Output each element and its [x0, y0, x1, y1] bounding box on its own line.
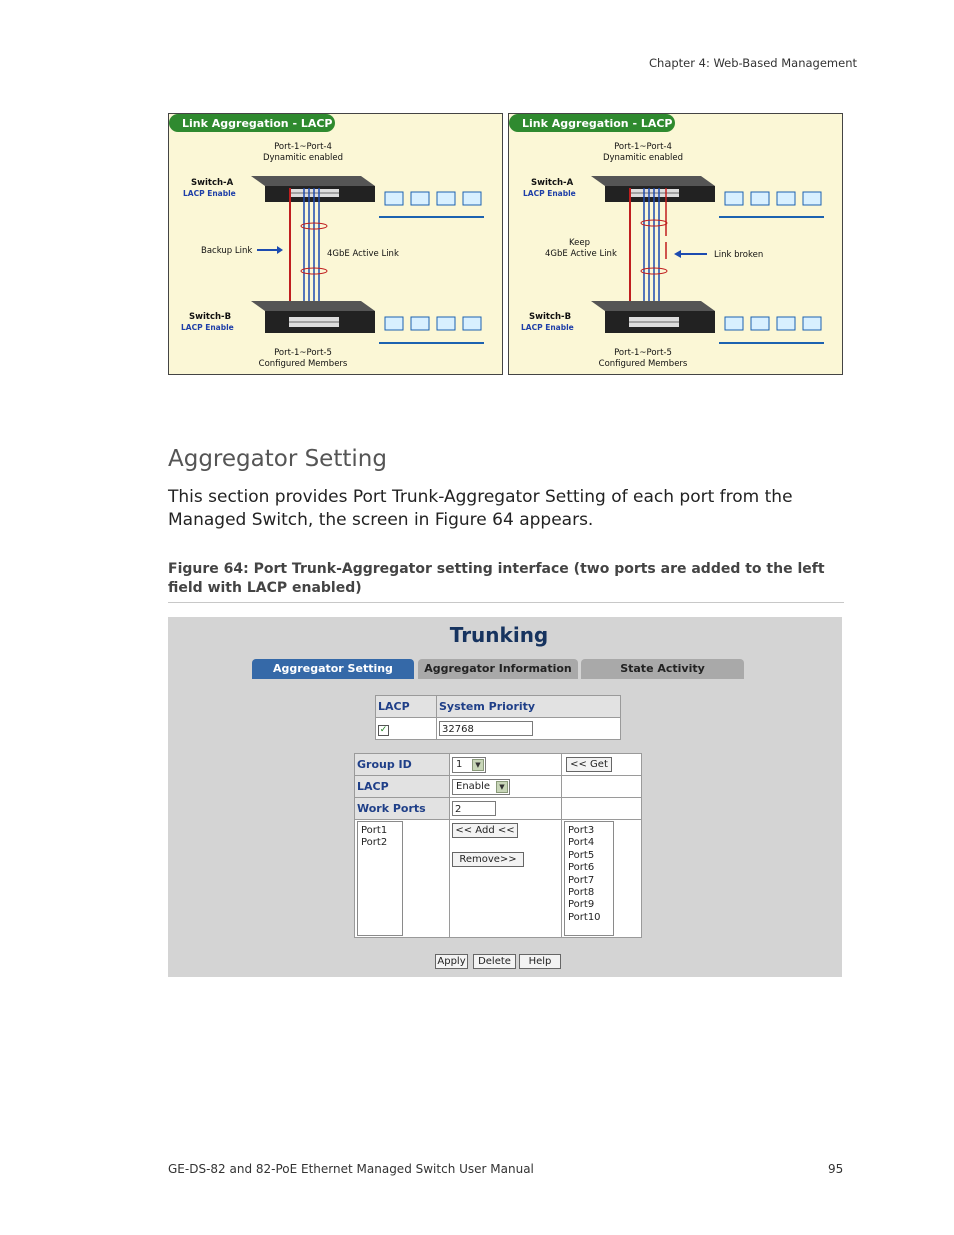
- trunking-screenshot: [168, 617, 842, 977]
- switch-a-label: Switch-A: [531, 178, 574, 188]
- pc-icons-bottom: [379, 317, 484, 343]
- pc-icons-top: [379, 192, 484, 217]
- list-item[interactable]: Port2: [361, 837, 388, 849]
- tab-state-activity[interactable]: State Activity: [581, 659, 744, 679]
- system-priority-input[interactable]: 32768: [439, 721, 533, 736]
- switch-b-icon: [251, 301, 375, 333]
- top-mode-label: Dynamitic enabled: [602, 153, 684, 163]
- footer-manual-title: GE-DS-82 and 82-PoE Ethernet Managed Switch User Manual: [168, 1162, 534, 1176]
- list-item[interactable]: Port4: [568, 837, 595, 849]
- lacp-diagram-graphic: [509, 114, 842, 374]
- bottom-members-label: Configured Members: [258, 359, 348, 369]
- switch-a-sub: LACP Enable: [183, 189, 236, 198]
- group-id-value: 1: [456, 758, 463, 770]
- lacp-label: LACP: [355, 776, 450, 798]
- group-id-label: Group ID: [355, 754, 450, 776]
- apply-button[interactable]: Apply: [435, 954, 468, 969]
- add-button[interactable]: << Add <<: [452, 823, 518, 838]
- trunking-title: Trunking: [449, 623, 549, 647]
- list-item[interactable]: Port1: [361, 825, 388, 836]
- chevron-down-icon: ▼: [496, 781, 508, 793]
- chapter-header: Chapter 4: Web-Based Management: [649, 56, 858, 70]
- diagram-title: Link Aggregation - LACP: [522, 117, 673, 130]
- left-label-2: Backup Link: [201, 246, 253, 256]
- pc-icons-bottom: [719, 317, 824, 343]
- list-item[interactable]: Port9: [568, 899, 595, 911]
- lacp-diagram-broken: [508, 113, 843, 375]
- list-item[interactable]: Port7: [568, 874, 595, 886]
- tab-aggregator-information[interactable]: Aggregator Information: [418, 659, 578, 679]
- list-item[interactable]: Port5: [568, 849, 595, 861]
- switch-a-sub: LACP Enable: [523, 189, 576, 198]
- work-ports-input[interactable]: 2: [452, 801, 496, 816]
- work-ports-label: Work Ports: [355, 798, 450, 820]
- lacp-diagram-graphic: [169, 114, 502, 374]
- group-id-select[interactable]: [452, 757, 486, 773]
- switch-a-icon: [591, 176, 715, 202]
- remove-button[interactable]: Remove>>: [452, 852, 524, 867]
- bottom-ports-label: Port-1~Port-5: [614, 348, 672, 358]
- diagram-title: Link Aggregation - LACP: [182, 117, 333, 130]
- switch-b-label: Switch-B: [189, 312, 232, 322]
- section-title: Aggregator Setting: [168, 446, 387, 472]
- top-ports-label: Port-1~Port-4: [274, 142, 332, 152]
- bottom-members-label: Configured Members: [598, 359, 688, 369]
- pc-icons-top: [719, 192, 824, 217]
- get-button[interactable]: << Get: [566, 757, 612, 772]
- figure-caption: Figure 64: Port Trunk-Aggregator setting interface (two ports are added to the left field with LACP enabled): [168, 560, 844, 603]
- help-button[interactable]: Help: [519, 954, 561, 969]
- top-mode-label: Dynamitic enabled: [262, 153, 344, 163]
- list-item[interactable]: Port3: [568, 825, 595, 836]
- lacp-header: LACP: [376, 696, 437, 718]
- switch-a-icon: [251, 176, 375, 202]
- system-priority-header: System Priority: [437, 696, 621, 718]
- trunk-member-list[interactable]: [357, 821, 403, 936]
- list-item[interactable]: Port8: [568, 887, 595, 899]
- switch-a-label: Switch-A: [191, 178, 234, 188]
- switch-b-sub: LACP Enable: [521, 323, 574, 332]
- page-number: 95: [828, 1162, 844, 1176]
- lacp-priority-table: [375, 695, 621, 740]
- chevron-down-icon: ▼: [472, 759, 484, 771]
- lacp-select[interactable]: [452, 779, 510, 795]
- delete-button[interactable]: Delete: [473, 954, 516, 969]
- section-body: This section provides Port Trunk-Aggregator Setting of each port from the Managed Switch, the screen in Figure 64 appears.: [168, 487, 793, 530]
- list-item[interactable]: Port10: [568, 911, 601, 923]
- lacp-diagram-backup: [168, 113, 503, 375]
- available-ports-list[interactable]: [564, 821, 614, 936]
- left-label-1: Keep: [569, 238, 591, 248]
- tab-aggregator-setting[interactable]: Aggregator Setting: [252, 659, 414, 679]
- right-label: 4GbE Active Link: [327, 249, 399, 259]
- switch-b-label: Switch-B: [529, 312, 572, 322]
- right-label: Link broken: [714, 250, 764, 260]
- switch-b-sub: LACP Enable: [181, 323, 234, 332]
- bottom-ports-label: Port-1~Port-5: [274, 348, 332, 358]
- lacp-value: Enable: [456, 780, 491, 792]
- list-item[interactable]: Port6: [568, 862, 595, 874]
- left-label-2: 4GbE Active Link: [545, 249, 617, 259]
- switch-b-icon: [591, 301, 715, 333]
- group-settings-table: [354, 753, 642, 938]
- top-ports-label: Port-1~Port-4: [614, 142, 672, 152]
- lacp-checkbox[interactable]: ✓: [379, 724, 388, 735]
